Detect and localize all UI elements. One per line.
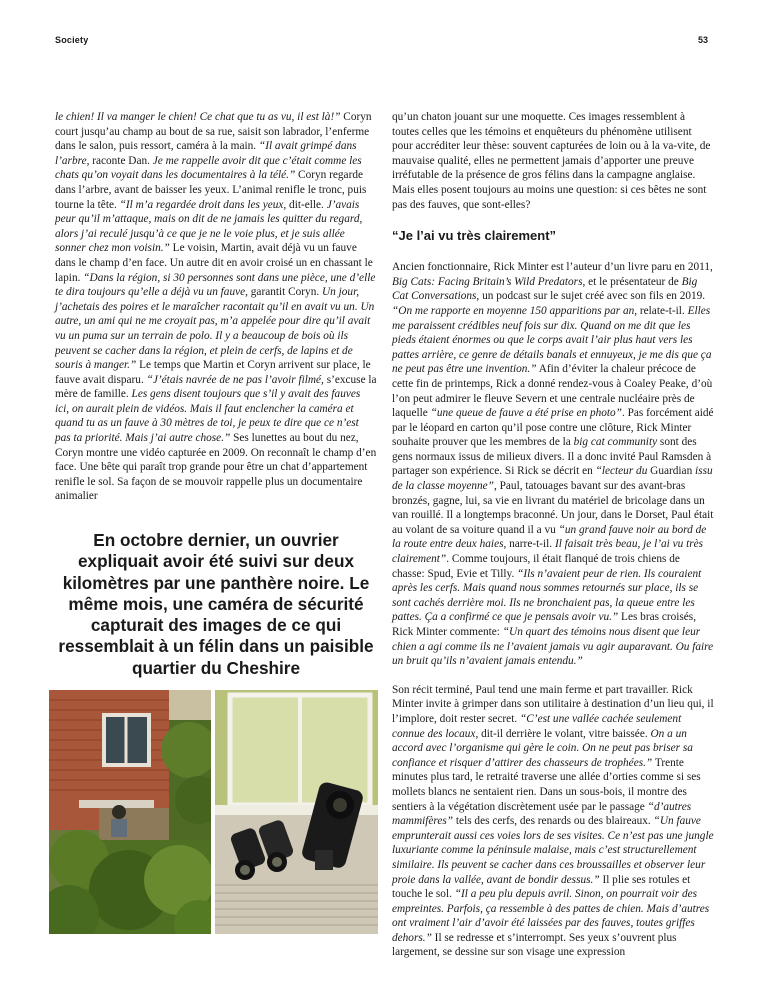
text-run: Guardian [647, 465, 696, 478]
text-run: Il plie ses rotules et touche le sol. [392, 873, 691, 901]
house-garden-illustration [49, 690, 211, 934]
text-run: “Il avait grimpé dans l’arbre, [55, 140, 357, 167]
text-run: Ancien fonctionnaire, Rick Minter est l’auteur d’un livre paru en 2011, [392, 261, 713, 274]
text-run: “lecteur du [595, 465, 648, 478]
left-column [55, 110, 377, 504]
text-run: Je me rappelle avoir dit que c’était comme les chats qu’on voyait dans les documentaires à la télé.” [55, 154, 362, 182]
text-run: “C’est une vallée cachée seulement connue des locaux, [392, 712, 682, 740]
text-run: Big Cat Conversations [392, 275, 698, 303]
text-run: “Il m’a regardée droit dans les yeux, [119, 198, 287, 211]
subheading: “Je l’ai vu très clairement” [392, 228, 557, 244]
text-run: big cat community [573, 436, 658, 449]
text-run: , et le présentateur de [582, 275, 682, 288]
text-run: sont des gens normaux issus de milieux divers. Il a donc invité Paul Ramsden à partager son expérience. Si Rick se décrit en [392, 436, 712, 478]
text-run: “Dans la région, si 30 personnes sont dans une pièce, une d’elle te dira toujours qu’elle a déjà vu un fauve, [55, 271, 376, 299]
text-run: Afin d’éviter la chaleur précoce de cette fin de printemps, Rick a donné rendez-vous à Coaley Peake, d’où l’on peut admirer le fleuve Severn et une centrale nucléaire près de laquelle [392, 363, 713, 420]
text-run: “Un fauve emprunterait aussi ces voies lors de ses visites. Ce n’est pas une jungle luxuriante comme la péninsule malaise, mais c’est structurellement similaire. Ils peuvent se cacher dans ces broussailles et observer leur proie dans la vallée, avant de bondir dessus.” [392, 815, 714, 886]
text-run: “J’étais navrée de ne pas l’avoir filmé, [146, 373, 324, 386]
photo-binoculars-camcorder [215, 690, 378, 934]
text-run: “une queue de fauve a été prise en photo” [430, 407, 622, 420]
text-run: Les gens disent toujours que s’il y avait des fauves ici, on aurait plein de vidéos. Mais il faut enclencher la caméra et quand tu as un fauve à 30 mètres de toi, je peux te dire que ce n’est pas ta priorité. Mais j’ai autre chose.” [55, 388, 361, 445]
text-run: , un podcast sur le sujet créé avec son fils en 2019. [476, 290, 706, 303]
text-run: “Un quart des témoins nous disent que leur chien a agi comme ils ne l’avaient jamais vu agir auparavant. Ou faire un bruit qu’ils n’avaient jamais entendu.” [392, 626, 714, 668]
text-run: Son récit terminé, Paul tend une main ferme et part travailler. Rick Minter invite à grimper dans son utilitaire à destination d’un lieu qui, il l’implore, doit rester secret. [392, 683, 714, 725]
text-run: “On me rapporte en moyenne 150 apparitions par an, [392, 304, 638, 317]
text-run: narre-t-il. [506, 538, 555, 551]
text-run: On a un accord avec l’organisme qui gère le coin. On ne peut pas briser sa confiance et risquer d’attirer des chasseurs de trophées.” [392, 727, 693, 769]
text-run: Coryn court jusqu’au champ au bout de sa rue, saisit son labrador, l’enferme dans le salon, puis ressort, caméra à la main. [55, 111, 372, 153]
text-run: Trente minutes plus tard, le retraité traverse une allée d’orties comme si ses mollets blancs ne sentaient rien. Dans un sous-bois, il montre des sentiers à la végétation discrètement usée par le passage [392, 756, 701, 813]
text-run: relate-t-il. [637, 304, 688, 317]
pull-quote: En octobre dernier, un ouvrier expliquait avoir été suivi sur deux kilomètres par une panthère noire. Le même mois, une caméra de sécurité capturait des images de ce qui ressemblait à un félin dans un paisible quartier du Cheshire [58, 530, 374, 678]
right-paragraph-1 [392, 260, 714, 669]
photo-house-garden [49, 690, 211, 934]
text-run: Big Cats: Facing Britain’s Wild Predators [392, 275, 583, 288]
binoculars-camcorder-illustration [215, 690, 378, 934]
text-run: . Comme toujours, il était flanqué de trois chiens de chasse: Spud, Evie et Tilly. [392, 553, 680, 580]
text-run: Elles me paraissent crédibles neuf fois sur dix. Quand on me dit que les pieds étaient énormes ou que le corps avait l’air plus haut vers les pattes arrière, ce genre de détails banals et ennuyeux, je me dis que ça ne peut pas être une invention.” [392, 304, 712, 376]
page-number: 53 [697, 35, 708, 45]
text-run: s’excuse la mère de famille. [55, 373, 377, 401]
text-run: “Ils n’avaient peur de rien. Ils couraient après les cerfs. Mais quand nous sommes retournés sur place, ils se sont cachés derrière moi. Ils ne bronchaient pas, la queue entre les pattes. Ça a confirmé ce que je pensais avoir vu.” [392, 567, 702, 624]
text-run: Les bras croisés, Rick Minter commente: [392, 611, 697, 638]
text-run: J’avais peur qu’il m’attaque, mais on dit de ne jamais les quitter du regard, alors j’ai reculé jusqu’à ce que je ne le voie plus, et je suis allée sonner chez mon voisin.” [55, 198, 363, 255]
text-run: Un jour, j’achetais des poires et le maraîcher racontait qu’il en avait vu un. Un autre, un ami qui ne me croyait pas, m’a appelée pour dire qu’il avait vu un puma sur un terrain de polo. Il y a beaucoup de bois où ils peuvent se cacher dans la région, et plein de cerfs, de lapins et de souris à manger.” [55, 286, 375, 372]
right-column [392, 110, 714, 960]
text-run: Coryn regarde dans l’arbre, avant de baisser les yeux. L’animal renifle le tronc, puis tourne la tête. [55, 169, 367, 211]
paragraph-gap [392, 669, 714, 683]
text-run: “d’autres mammifères” [392, 800, 692, 828]
text-run: “Il a peu plu depuis avril. Sinon, on pourrait voir des empreintes. Parfois, ça ressemble à des pattes de chien. Mais d’autres ont vraiment l’air d’avoir été laissées par des fauves, toutes griffes dehors.” [392, 888, 710, 944]
left-paragraph [55, 110, 377, 504]
text-run: . Pas forcément aidé par le léopard en carton qu’il pose contre une clôture, Rick Minter souhaite prouver que les membres de la [392, 407, 714, 449]
text-run: garantit Coryn. [247, 286, 322, 299]
text-run: Il se redresse et s’interrompt. Ses yeux s’ouvrent plus largement, se dessine sur son visage une expression [392, 931, 677, 959]
text-run: le chien! Il va manger le chien! Ce chat que tu as vu, il est là!” [55, 111, 341, 123]
right-paragraph-2 [392, 683, 714, 960]
text-run: dit-elle. [286, 198, 327, 211]
text-run: dit-il derrière le volant, vitre baissée. [478, 727, 651, 740]
text-run: Le voisin, Martin, avait déjà vu un fauve dans le champ d’en face. Un autre dit en avoir croisé un en chassant le lapin. [55, 242, 373, 284]
text-run: Il faisait très beau, je l’ai vu très clairement” [392, 538, 704, 566]
text-run: , Paul, tatouages bavant sur des avant-bras bronzés, gagne, lui, sa vie en livrant du matériel de bricolage dans un van rouillé. Il a longtemps braconné. Un jour, dans le Dorset, Paul était au volant de sa voiture quand il a vu [392, 480, 714, 536]
section-label: Society [55, 35, 89, 45]
text-run: Le temps que Martin et Coryn arrivent sur place, le fauve avait disparu. [55, 359, 371, 386]
text-run: “un grand fauve noir au bord de la route entre deux haies, [392, 523, 707, 551]
text-run: Ses lunettes au bout du nez, Coryn montre une vidéo capturée en 2009. On reconnaît le champ d’en face. Une bête qui paraît trop grande pour être un chat d’appartement renifle le sol. Sa façon de se mouvoir rappelle plus un documentaire animalier [55, 432, 377, 503]
right-paragraph-intro [392, 110, 714, 212]
text-run: raconte Dan. [89, 154, 153, 167]
text-run: qu’un chaton jouant sur une moquette. Ces images ressemblent à toutes celles que les témoins et enquêteurs du phénomène utilisent pour accréditer leur thèse: souvent capturées de loin ou à la va-vite, de mauvaise qualité, elles ne permettent jamais d’apporter une preuve irréfutable de la présence de gros félins dans la campagne anglaise. Mais elles posent toujours au moins une question: si ces bêtes ne sont pas des fauves, que sont-elles? [392, 111, 711, 211]
text-run: issu de la classe moyenne” [392, 465, 713, 493]
text-run: tels des cerfs, des renards ou des blaireaux. [453, 815, 654, 828]
